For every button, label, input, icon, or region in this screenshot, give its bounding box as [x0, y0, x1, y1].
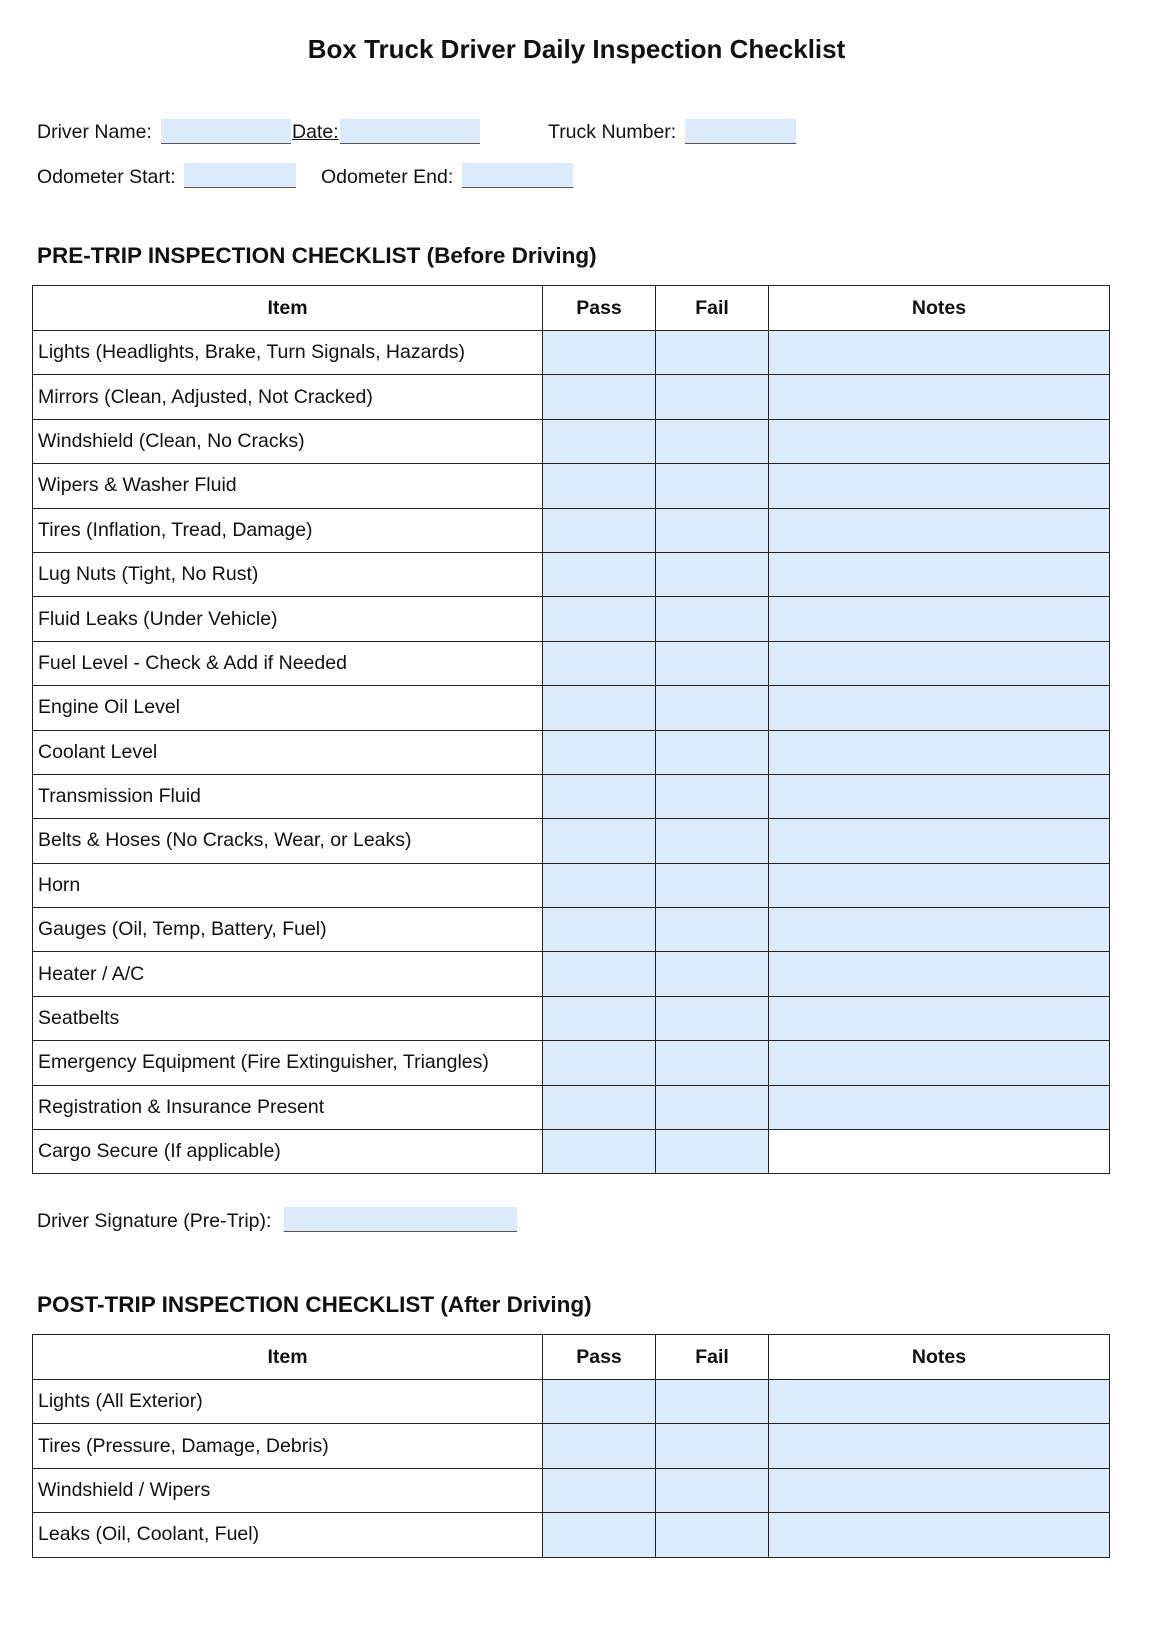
fail-cell[interactable]: [656, 641, 769, 685]
notes-cell[interactable]: [769, 1130, 1110, 1174]
table-row: [33, 1085, 1110, 1129]
notes-cell[interactable]: [769, 730, 1110, 774]
fail-cell[interactable]: [656, 419, 769, 463]
fail-cell[interactable]: [656, 774, 769, 818]
item-label: Windshield / Wipers: [33, 1468, 543, 1512]
fail-cell[interactable]: [656, 331, 769, 375]
notes-cell[interactable]: [769, 1380, 1110, 1424]
post-trip-table: [32, 1334, 1110, 1558]
date-field[interactable]: [340, 119, 480, 144]
item-label: Leaks (Oil, Coolant, Fuel): [33, 1513, 543, 1557]
item-label: Horn: [33, 863, 543, 907]
item-label: Tires (Pressure, Damage, Debris): [33, 1424, 543, 1468]
notes-cell[interactable]: [769, 464, 1110, 508]
fail-cell[interactable]: [656, 996, 769, 1040]
column-header-fail: Fail: [656, 286, 769, 331]
odometer-end-field[interactable]: [462, 163, 573, 188]
column-header-fail: Fail: [656, 1335, 769, 1380]
table-row: [33, 1130, 1110, 1174]
table-row: [33, 908, 1110, 952]
notes-cell[interactable]: [769, 908, 1110, 952]
table-row: [33, 819, 1110, 863]
table-row: [33, 1380, 1110, 1424]
pass-cell[interactable]: [543, 774, 656, 818]
notes-cell[interactable]: [769, 952, 1110, 996]
pass-cell[interactable]: [543, 819, 656, 863]
fail-cell[interactable]: [656, 375, 769, 419]
fail-cell[interactable]: [656, 952, 769, 996]
item-label: Fluid Leaks (Under Vehicle): [33, 597, 543, 641]
driver-name-field[interactable]: [161, 119, 291, 144]
item-label: Belts & Hoses (No Cracks, Wear, or Leaks): [33, 819, 543, 863]
pre-trip-signature-field[interactable]: [284, 1207, 517, 1232]
truck-number-label: Truck Number:: [548, 121, 677, 143]
column-header-notes: Notes: [769, 1335, 1110, 1380]
table-row: [33, 552, 1110, 596]
notes-cell[interactable]: [769, 1085, 1110, 1129]
table-row: [33, 996, 1110, 1040]
notes-cell[interactable]: [769, 331, 1110, 375]
notes-cell[interactable]: [769, 1513, 1110, 1557]
odometer-end-label: Odometer End:: [321, 166, 454, 188]
fail-cell[interactable]: [656, 1085, 769, 1129]
fail-cell[interactable]: [656, 1380, 769, 1424]
pass-cell[interactable]: [543, 375, 656, 419]
pass-cell[interactable]: [543, 1513, 656, 1557]
table-row: [33, 508, 1110, 552]
fail-cell[interactable]: [656, 508, 769, 552]
column-header-pass: Pass: [543, 286, 656, 331]
notes-cell[interactable]: [769, 996, 1110, 1040]
pass-cell[interactable]: [543, 597, 656, 641]
item-label: Lights (All Exterior): [33, 1380, 543, 1424]
column-header-pass: Pass: [543, 1335, 656, 1380]
fail-cell[interactable]: [656, 686, 769, 730]
table-row: [33, 1424, 1110, 1468]
table-header-row: [33, 1335, 1110, 1380]
pass-cell[interactable]: [543, 1085, 656, 1129]
notes-cell[interactable]: [769, 819, 1110, 863]
pre-trip-heading: PRE-TRIP INSPECTION CHECKLIST (Before Driving): [37, 243, 597, 268]
column-header-notes: Notes: [769, 286, 1110, 331]
pass-cell[interactable]: [543, 464, 656, 508]
table-row: [33, 774, 1110, 818]
fail-cell[interactable]: [656, 730, 769, 774]
notes-cell[interactable]: [769, 508, 1110, 552]
pre-trip-signature-label: Driver Signature (Pre-Trip):: [37, 1210, 272, 1232]
pass-cell[interactable]: [543, 419, 656, 463]
item-label: Coolant Level: [33, 730, 543, 774]
table-row: [33, 686, 1110, 730]
post-trip-heading: POST-TRIP INSPECTION CHECKLIST (After Driving): [37, 1292, 592, 1317]
odometer-start-label: Odometer Start:: [37, 166, 176, 188]
table-row: [33, 952, 1110, 996]
item-label: Windshield (Clean, No Cracks): [33, 419, 543, 463]
pass-cell[interactable]: [543, 1424, 656, 1468]
item-label: Registration & Insurance Present: [33, 1085, 543, 1129]
pass-cell[interactable]: [543, 863, 656, 907]
pass-cell[interactable]: [543, 996, 656, 1040]
notes-cell[interactable]: [769, 1468, 1110, 1512]
item-label: Wipers & Washer Fluid: [33, 464, 543, 508]
item-label: Transmission Fluid: [33, 774, 543, 818]
notes-cell[interactable]: [769, 1424, 1110, 1468]
pass-cell[interactable]: [543, 1380, 656, 1424]
pass-cell[interactable]: [543, 508, 656, 552]
table-row: [33, 464, 1110, 508]
fail-cell[interactable]: [656, 597, 769, 641]
item-label: Fuel Level - Check & Add if Needed: [33, 641, 543, 685]
notes-cell[interactable]: [769, 597, 1110, 641]
notes-cell[interactable]: [769, 419, 1110, 463]
notes-cell[interactable]: [769, 686, 1110, 730]
pass-cell[interactable]: [543, 1130, 656, 1174]
item-label: Engine Oil Level: [33, 686, 543, 730]
notes-cell[interactable]: [769, 774, 1110, 818]
fail-cell[interactable]: [656, 552, 769, 596]
table-row: [33, 597, 1110, 641]
pass-cell[interactable]: [543, 1468, 656, 1512]
pass-cell[interactable]: [543, 641, 656, 685]
table-row: [33, 863, 1110, 907]
fail-cell[interactable]: [656, 908, 769, 952]
pass-cell[interactable]: [543, 730, 656, 774]
item-label: Lights (Headlights, Brake, Turn Signals, Hazards): [33, 331, 543, 375]
document-title: Box Truck Driver Daily Inspection Checklist: [307, 34, 846, 64]
fail-cell[interactable]: [656, 464, 769, 508]
notes-cell[interactable]: [769, 552, 1110, 596]
fail-cell[interactable]: [656, 1130, 769, 1174]
table-header-row: [33, 286, 1110, 331]
fail-cell[interactable]: [656, 819, 769, 863]
pass-cell[interactable]: [543, 331, 656, 375]
notes-cell[interactable]: [769, 863, 1110, 907]
pass-cell[interactable]: [543, 552, 656, 596]
table-row: [33, 419, 1110, 463]
item-label: Lug Nuts (Tight, No Rust): [33, 552, 543, 596]
table-row: [33, 331, 1110, 375]
odometer-start-field[interactable]: [184, 163, 296, 188]
item-label: Heater / A/C: [33, 952, 543, 996]
table-row: [33, 375, 1110, 419]
date-label: Date:: [292, 121, 339, 143]
table-row: [33, 1513, 1110, 1557]
fail-cell[interactable]: [656, 1513, 769, 1557]
notes-cell[interactable]: [769, 375, 1110, 419]
pass-cell[interactable]: [543, 1041, 656, 1085]
table-row: [33, 641, 1110, 685]
table-row: [33, 1041, 1110, 1085]
column-header-item: Item: [33, 1335, 543, 1380]
pass-cell[interactable]: [543, 908, 656, 952]
item-label: Gauges (Oil, Temp, Battery, Fuel): [33, 908, 543, 952]
notes-cell[interactable]: [769, 1041, 1110, 1085]
pre-trip-table: [32, 285, 1110, 1174]
item-label: Seatbelts: [33, 996, 543, 1040]
fail-cell[interactable]: [656, 1424, 769, 1468]
item-label: Tires (Inflation, Tread, Damage): [33, 508, 543, 552]
item-label: Mirrors (Clean, Adjusted, Not Cracked): [33, 375, 543, 419]
fail-cell[interactable]: [656, 1041, 769, 1085]
notes-cell[interactable]: [769, 641, 1110, 685]
column-header-item: Item: [33, 286, 543, 331]
pass-cell[interactable]: [543, 952, 656, 996]
pass-cell[interactable]: [543, 686, 656, 730]
table-row: [33, 1468, 1110, 1512]
driver-name-label: Driver Name:: [37, 121, 152, 143]
table-row: [33, 730, 1110, 774]
item-label: Emergency Equipment (Fire Extinguisher, Triangles): [33, 1041, 543, 1085]
truck-number-field[interactable]: [685, 119, 796, 144]
fail-cell[interactable]: [656, 863, 769, 907]
fail-cell[interactable]: [656, 1468, 769, 1512]
item-label: Cargo Secure (If applicable): [33, 1130, 543, 1174]
